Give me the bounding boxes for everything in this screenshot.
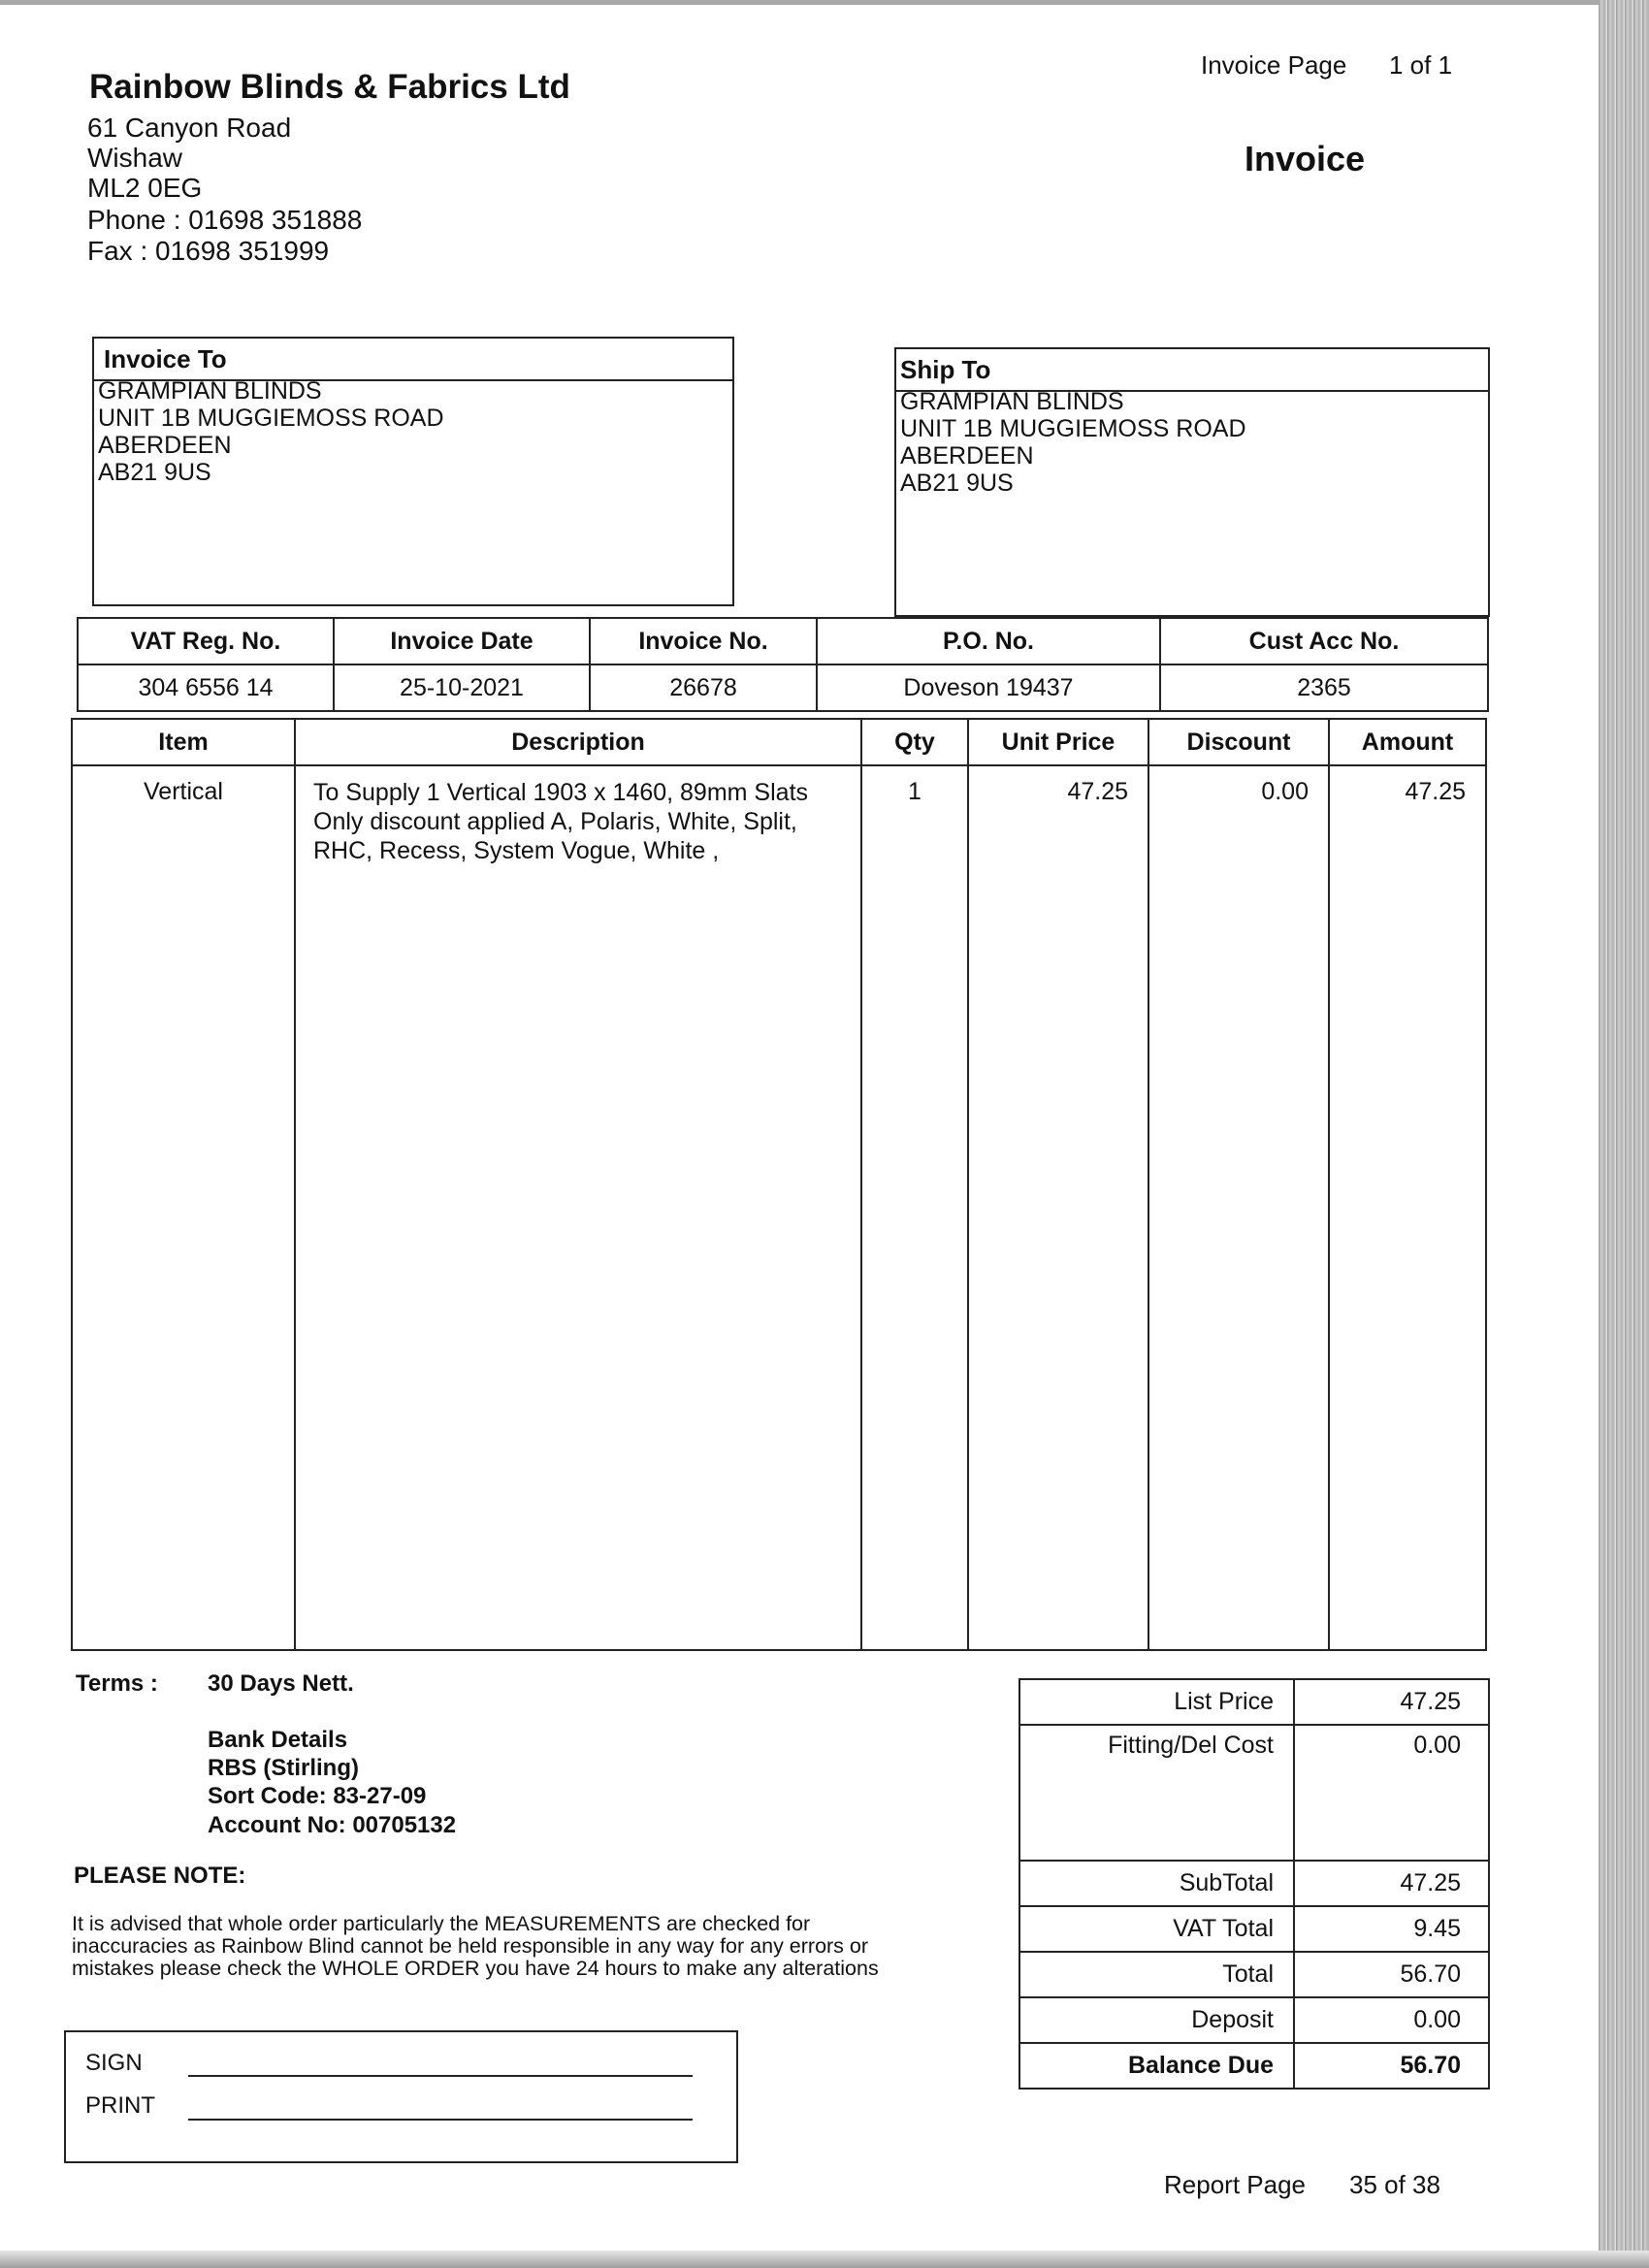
item-cell: Vertical [72,765,295,1650]
list-price-label: List Price [1019,1679,1294,1725]
company-phone: Phone : 01698 351888 [87,205,363,235]
invoice-reference-table [77,617,1489,712]
invoice-date-value: 25-10-2021 [334,664,590,711]
invoice-no-value: 26678 [590,664,817,711]
list-price-value: 47.25 [1294,1679,1489,1725]
sort-code: Sort Code: 83-27-09 [208,1783,427,1809]
unit-price-header: Unit Price [968,719,1148,765]
note-line: mistakes please check the WHOLE ORDER you have 24 hours to make any alterations [72,1957,879,1980]
company-fax: Fax : 01698 351999 [87,236,330,266]
subtotal-value: 47.25 [1294,1861,1489,1906]
cust-acc-value: 2365 [1160,664,1488,711]
scan-edge-bottom [0,2251,1649,2268]
invoice-to-line: AB21 9US [98,459,211,486]
fitting-cost-value: 0.00 [1294,1725,1489,1861]
company-address-line: ML2 0EG [87,173,203,203]
please-note-text [72,1913,964,1980]
qty-header: Qty [861,719,968,765]
company-address-line: Wishaw [87,143,183,173]
scan-edge-right [1599,0,1649,2268]
balance-due-label: Balance Due [1019,2043,1294,2089]
company-address-line: 61 Canyon Road [87,113,292,143]
invoice-to-box [92,337,734,606]
vat-reg-header: VAT Reg. No. [78,618,334,664]
qty-cell: 1 [861,765,968,1650]
bank-details-line: RBS (Stirling) [208,1755,359,1781]
scan-edge-top [0,0,1649,5]
ship-to-line: UNIT 1B MUGGIEMOSS ROAD [900,415,1246,442]
print-label: PRINT [85,2092,155,2119]
amount-header: Amount [1329,719,1486,765]
vat-total-value: 9.45 [1294,1906,1489,1952]
report-page-number: 35 of 38 [1349,2170,1440,2199]
ship-to-line: ABERDEEN [900,442,1034,470]
amount-cell: 47.25 [1329,765,1486,1650]
description-line: RHC, Recess, System Vogue, White , [313,837,720,864]
table-row [72,765,1486,1650]
invoice-to-line: UNIT 1B MUGGIEMOSS ROAD [98,405,444,432]
line-items-table [71,718,1487,1651]
ship-to-line: GRAMPIAN BLINDS [900,388,1124,415]
print-line[interactable] [188,2119,693,2121]
discount-header: Discount [1148,719,1329,765]
bank-details-line: Bank Details [208,1727,348,1753]
please-note-title: PLEASE NOTE: [74,1863,246,1889]
ship-to-line: AB21 9US [900,470,1014,497]
invoice-page-number: 1 of 1 [1389,50,1453,80]
invoice-to-line: ABERDEEN [98,432,232,459]
document-title: Invoice [1245,139,1366,178]
invoice-page-label: Invoice Page [1201,50,1347,80]
description-line: To Supply 1 Vertical 1903 x 1460, 89mm Slats [313,779,809,806]
cust-acc-header: Cust Acc No. [1160,618,1488,664]
deposit-value: 0.00 [1294,1997,1489,2043]
unit-price-cell: 47.25 [968,765,1148,1650]
description-header: Description [295,719,861,765]
balance-due-value: 56.70 [1294,2043,1489,2089]
sign-line[interactable] [188,2075,693,2077]
fitting-cost-label: Fitting/Del Cost [1019,1725,1294,1861]
po-no-header: P.O. No. [817,618,1160,664]
subtotal-label: SubTotal [1019,1861,1294,1906]
total-value: 56.70 [1294,1952,1489,1997]
company-name: Rainbow Blinds & Fabrics Ltd [89,68,570,106]
vat-reg-value: 304 6556 14 [78,664,334,711]
item-header: Item [72,719,295,765]
discount-cell: 0.00 [1148,765,1329,1650]
total-label: Total [1019,1952,1294,1997]
report-page-label: Report Page [1164,2170,1306,2199]
po-no-value: Doveson 19437 [817,664,1160,711]
description-cell [295,765,861,1650]
vat-total-label: VAT Total [1019,1906,1294,1952]
totals-table [1018,1678,1490,2090]
ship-to-label: Ship To [896,349,1488,392]
invoice-date-header: Invoice Date [334,618,590,664]
note-line: inaccuracies as Rainbow Blind cannot be held responsible in any way for any errors or [72,1934,869,1958]
invoice-to-line: GRAMPIAN BLINDS [98,377,322,405]
signature-box [64,2030,738,2163]
terms-label: Terms : [76,1670,158,1697]
account-number: Account No: 00705132 [208,1812,457,1838]
deposit-label: Deposit [1019,1997,1294,2043]
invoice-to-label: Invoice To [94,339,732,381]
description-line: Only discount applied A, Polaris, White, Split, [313,808,797,835]
ship-to-box [894,347,1490,617]
terms-value: 30 Days Nett. [208,1670,354,1697]
note-line: It is advised that whole order particularly the MEASUREMENTS are checked for [72,1912,811,1935]
invoice-no-header: Invoice No. [590,618,817,664]
sign-label: SIGN [85,2050,143,2076]
